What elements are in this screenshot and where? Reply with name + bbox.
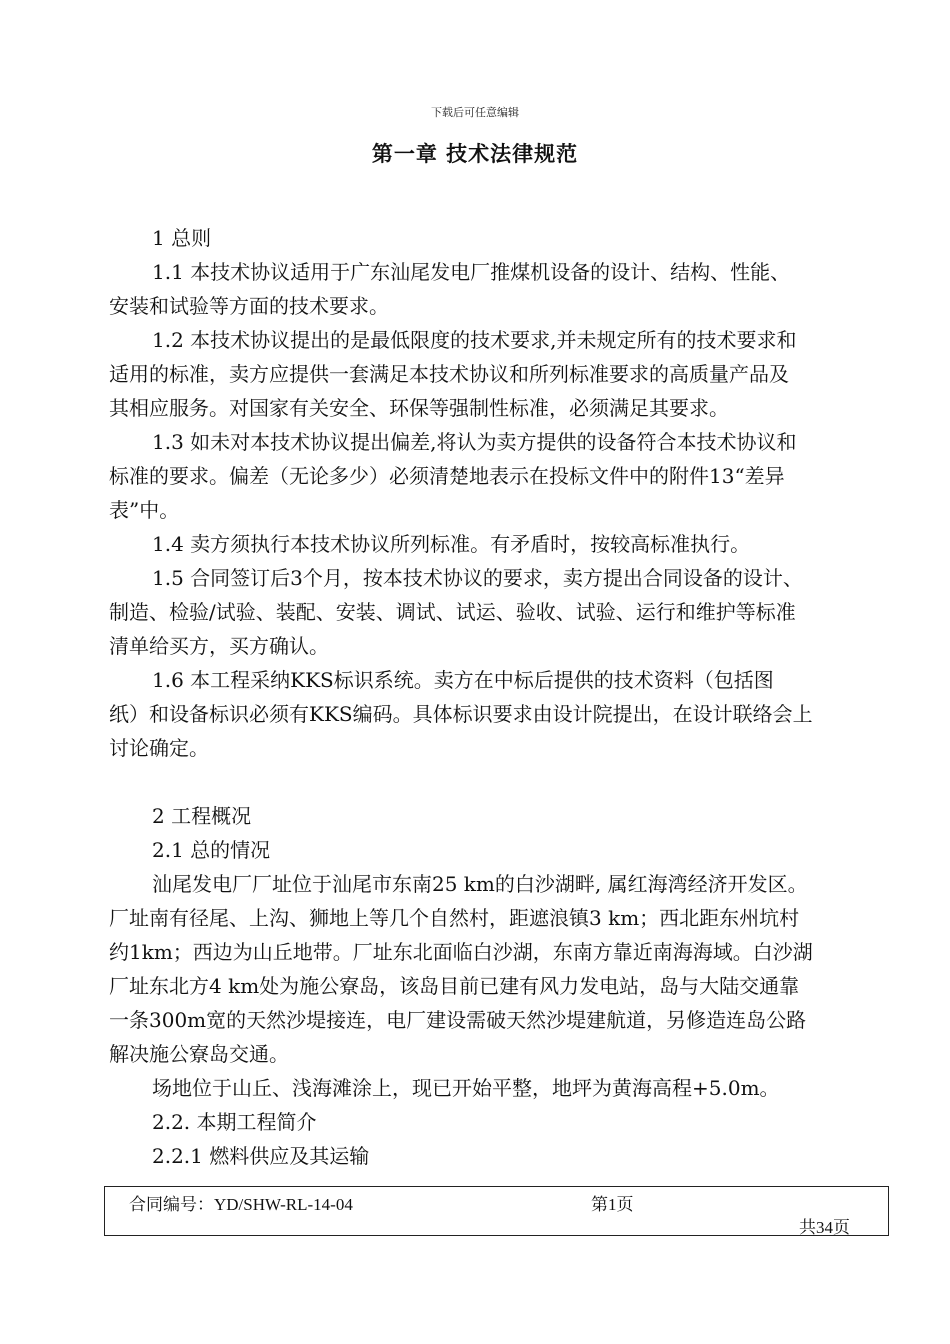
body-line: 讨论确定。 [109, 736, 209, 760]
page-footer [104, 1186, 889, 1236]
body-line: 2.2. 本期工程简介 [152, 1110, 317, 1134]
contract-number: 合同编号：YD/SHW-RL-14-04 [129, 1195, 353, 1214]
body-line: 标准的要求。偏差（无论多少）必须清楚地表示在投标文件中的附件13“差异 [109, 464, 785, 488]
blank-line [109, 765, 889, 799]
page-total: 共34页 [799, 1218, 850, 1237]
body-line: 解决施公寮岛交通。 [109, 1042, 289, 1066]
watermark-text: 下载后可任意编辑 [431, 106, 519, 119]
body-line: 表”中。 [109, 498, 180, 522]
body-line: 2.1 总的情况 [152, 838, 271, 862]
body-line: 场地位于山丘、浅海滩涂上，现已开始平整，地坪为黄海高程+5.0m。 [152, 1076, 780, 1100]
body-line: 1.3 如未对本技术协议提出偏差,将认为卖方提供的设备符合本技术协议和 [152, 430, 797, 454]
body-line: 2 工程概况 [152, 804, 252, 828]
body-line: 安装和试验等方面的技术要求。 [109, 294, 389, 318]
body-line: 制造、检验/试验、装配、安装、调试、试运、验收、试验、运行和维护等标准 [109, 600, 796, 624]
body-line: 厂址南有径尾、上沟、狮地上等几个自然村，距遮浪镇3 km；西北距东州坑村 [109, 906, 800, 930]
document-body [109, 221, 889, 1173]
body-line: 一条300m宽的天然沙堤接连，电厂建设需破天然沙堤建航道，另修造连岛公路 [109, 1008, 807, 1032]
body-line: 清单给买方，买方确认。 [109, 634, 329, 658]
body-line: 汕尾发电厂厂址位于汕尾市东南25 km的白沙湖畔, 属红海湾经济开发区。 [152, 872, 808, 896]
body-line: 约1km；西边为山丘地带。厂址东北面临白沙湖，东南方靠近南海海域。白沙湖 [109, 940, 813, 964]
body-line: 1 总则 [152, 226, 212, 250]
body-line: 1.5 合同签订后3个月，按本技术协议的要求，卖方提出合同设备的设计、 [152, 566, 803, 590]
page-number: 第1页 [591, 1195, 634, 1214]
body-line: 1.6 本工程采纳KKS标识系统。卖方在中标后提供的技术资料（包括图 [152, 668, 774, 692]
body-line: 2.2.1 燃料供应及其运输 [152, 1144, 370, 1168]
chapter-title: 第一章 技术法律规范 [371, 142, 579, 166]
body-line: 厂址东北方4 km处为施公寮岛，该岛目前已建有风力发电站，岛与大陆交通靠 [109, 974, 800, 998]
body-line: 1.4 卖方须执行本技术协议所列标准。有矛盾时，按较高标准执行。 [152, 532, 751, 556]
body-line: 纸）和设备标识必须有KKS编码。具体标识要求由设计院提出，在设计联络会上 [109, 702, 813, 726]
body-line: 适用的标准，卖方应提供一套满足本技术协议和所列标准要求的高质量产品及 [109, 362, 789, 386]
body-line: 1.1 本技术协议适用于广东汕尾发电厂推煤机设备的设计、结构、性能、 [152, 260, 791, 284]
body-line: 1.2 本技术协议提出的是最低限度的技术要求,并未规定所有的技术要求和 [152, 328, 797, 352]
body-line: 其相应服务。对国家有关安全、环保等强制性标准，必须满足其要求。 [109, 396, 729, 420]
